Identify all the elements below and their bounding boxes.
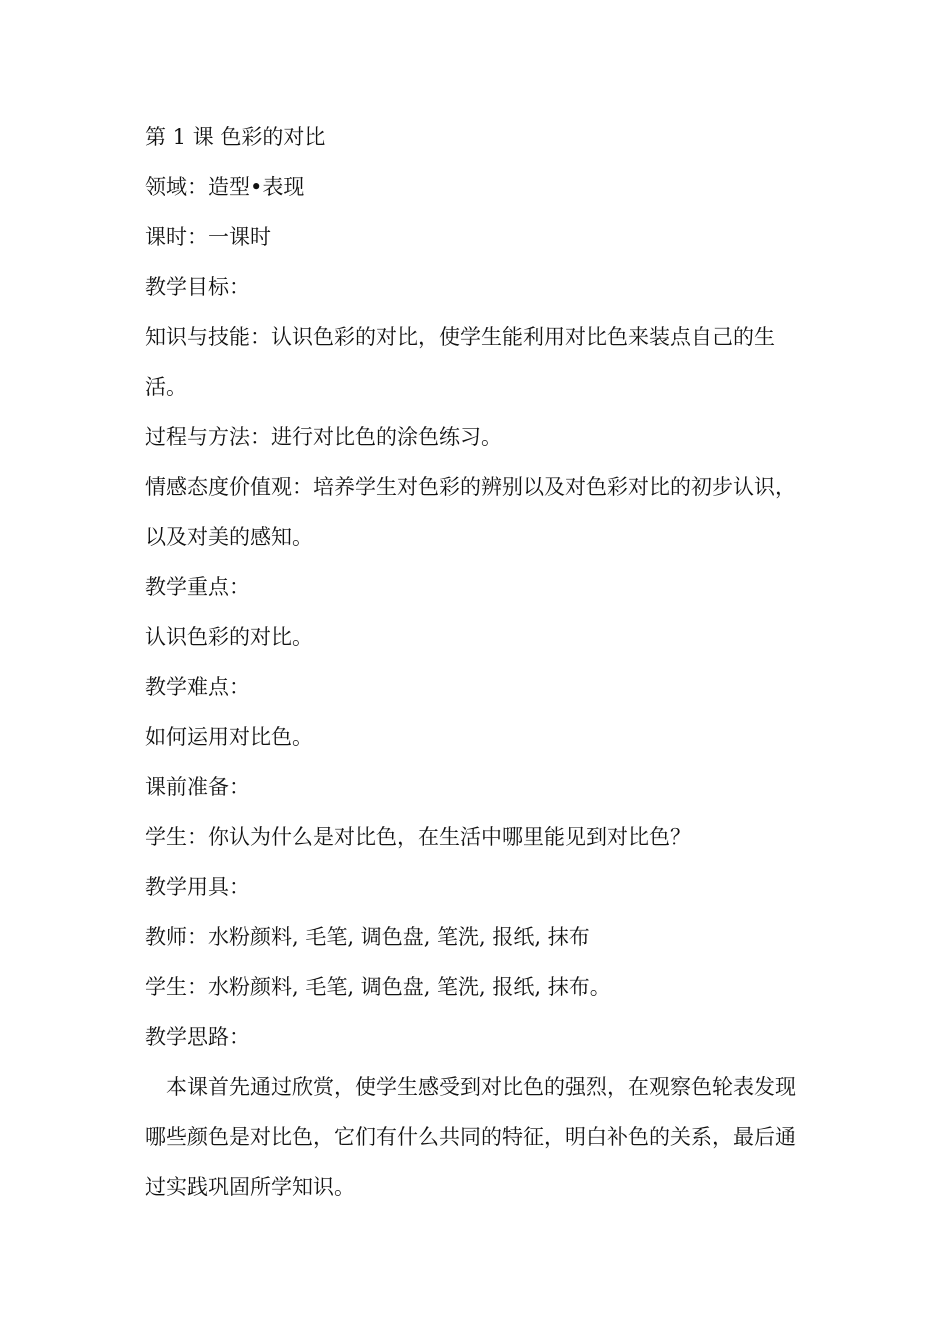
tools-heading: 教学用具： [145,875,250,899]
tools-student: 学生：水粉颜料, 毛笔, 调色盘, 笔洗, 报纸, 抹布。 [145,975,611,999]
lesson-domain: 领域：造型•表现 [145,175,305,199]
difficulty-text: 如何运用对比色。 [145,725,313,749]
tools-teacher: 教师：水粉颜料, 毛笔, 调色盘, 笔洗, 报纸, 抹布 [145,925,590,949]
key-point-text: 认识色彩的对比。 [145,625,313,649]
objective-process: 过程与方法：进行对比色的涂色练习。 [145,425,502,449]
objective-knowledge: 知识与技能：认识色彩的对比，使学生能利用对比色来装点自己的生活。 [145,325,775,399]
preparation-text: 学生：你认为什么是对比色，在生活中哪里能见到对比色？ [145,825,691,849]
objective-attitude: 情感态度价值观：培养学生对色彩的辨别以及对色彩对比的初步认识，以及对美的感知。 [145,475,796,549]
lesson-period: 课时：一课时 [145,225,271,249]
objectives-heading: 教学目标： [145,275,250,299]
document-body [145,112,810,1212]
key-point-heading: 教学重点： [145,575,250,599]
preparation-heading: 课前准备： [145,775,250,799]
approach-heading: 教学思路： [145,1025,250,1049]
difficulty-heading: 教学难点： [145,675,250,699]
lesson-title: 第 1 课 色彩的对比 [145,125,326,149]
approach-text: 本课首先通过欣赏，使学生感受到对比色的强烈，在观察色轮表发现哪些颜色是对比色，它们有什么共同的特征，明白补色的关系，最后通过实践巩固所学知识。 [145,1075,796,1199]
